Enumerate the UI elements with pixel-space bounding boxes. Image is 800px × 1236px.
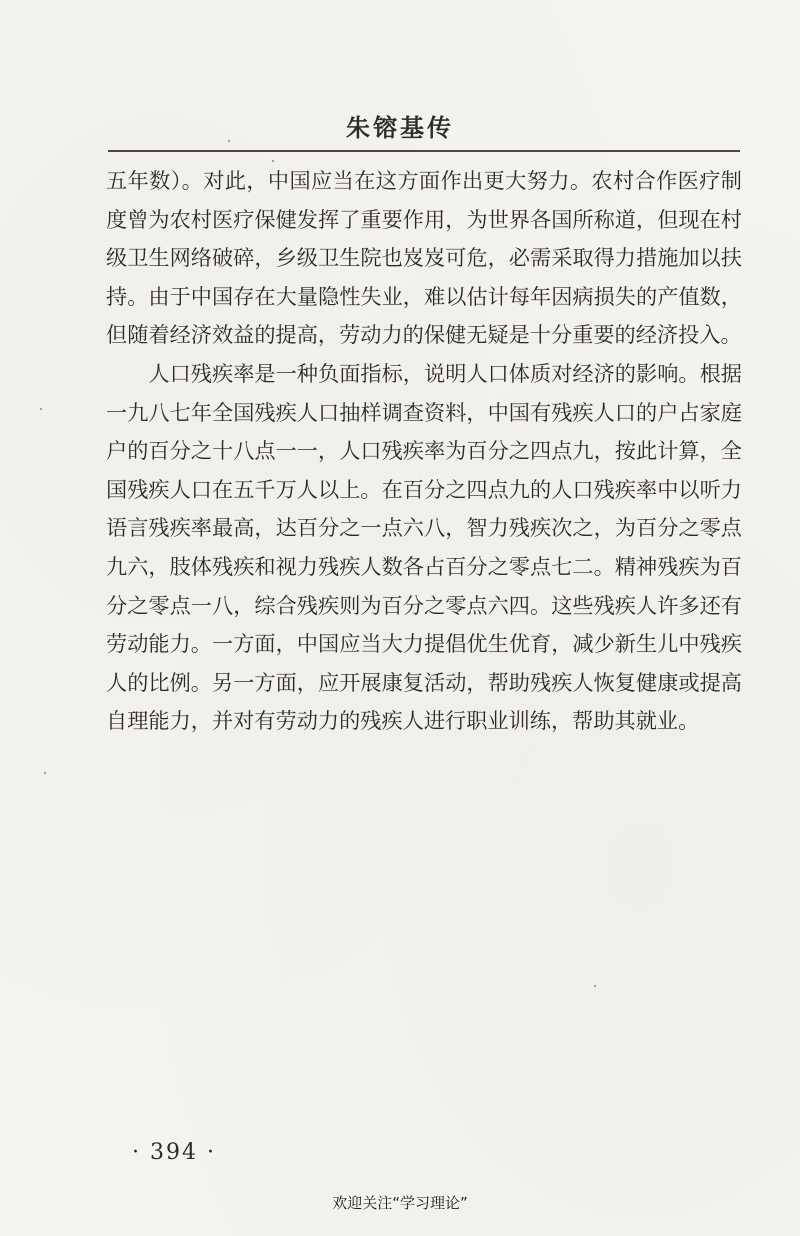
scan-speck xyxy=(272,160,274,162)
footer-watermark-note: 欢迎关注“学习理论” xyxy=(332,1194,468,1212)
scan-speck xyxy=(228,140,230,142)
scan-speck xyxy=(594,985,596,987)
scan-speck xyxy=(40,408,42,410)
page-number: · 394 · xyxy=(132,1140,216,1165)
running-head: 朱镕基传 xyxy=(346,113,454,142)
paragraph-continued: 五年数）。对此，中国应当在这方面作出更大努力。农村合作医疗制度曾为农村医疗保健发挥了重要作用，为世界各国所称道，但现在村级卫生网络破碎，乡级卫生院也岌岌可危，必需采取得力措施加以扶持。由于中国存在大量隐性失业，难以估计每年因病损失的产值数，但随着经济效益的提高，劳动力的保健无疑是十分重要的经济投入。 xyxy=(106,168,742,348)
scan-speck xyxy=(44,772,46,774)
header-rule xyxy=(108,150,740,152)
body-text xyxy=(106,162,742,741)
paragraph-disability-rate: 人口残疾率是一种负面指标，说明人口体质对经济的影响。根据一九八七年全国残疾人口抽样调查资料，中国有残疾人口的户占家庭户的百分之十八点一一，人口残疾率为百分之四点九，按此计算，全国残疾人口在五千万人以上。在百分之四点九的人口残疾率中以听力语言残疾率最高，达百分之一点六八，智力残疾次之，为百分之零点九六，肢体残疾和视力残疾人数各占百分之零点七二。精神残疾为百分之零点一八，综合残疾则为百分之零点六四。这些残疾人许多还有劳动能力。一方面，中国应当大力提倡优生优育，减少新生儿中残疾人的比例。另一方面，应开展康复活动，帮助残疾人恢复健康或提高自理能力，并对有劳动力的残疾人进行职业训练，帮助其就业。 xyxy=(106,360,742,734)
